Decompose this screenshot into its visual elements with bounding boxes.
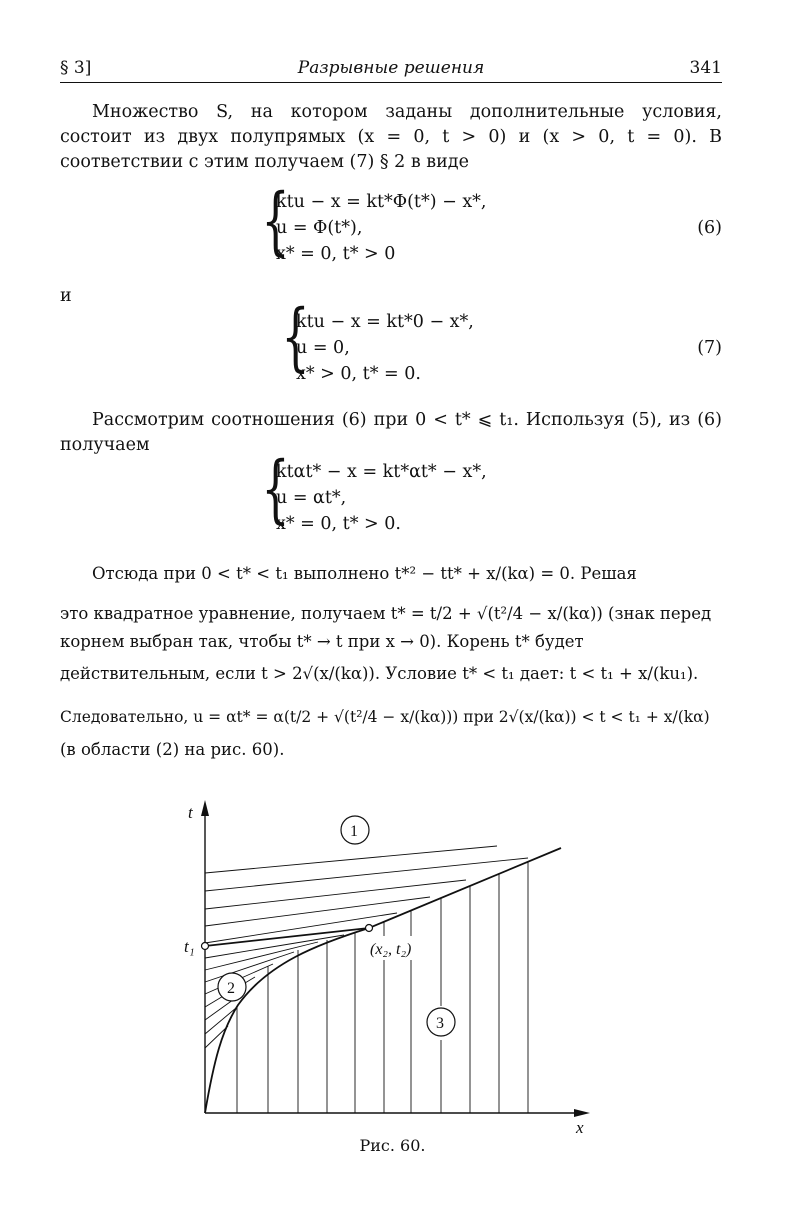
x-axis-arrow bbox=[574, 1109, 590, 1117]
equation-number-6: (6) bbox=[697, 218, 722, 238]
paragraph-3-line-5: Следовательно, u = αt* = α(t/2 + √(t²/4 − x/(kα))) при 2√(x/(kα)) < t < t₁ + x/(kα) bbox=[60, 708, 710, 726]
fan-line bbox=[205, 942, 318, 970]
sys6-line1: ktu − x = kt*Φ(t*) − x*, bbox=[276, 192, 487, 212]
point-x2-t2-marker bbox=[366, 925, 373, 932]
equation-number-7: (7) bbox=[697, 338, 722, 358]
region1-line bbox=[205, 858, 528, 891]
conjunction: и bbox=[60, 286, 72, 306]
page-number: 341 bbox=[689, 58, 722, 78]
region1-line bbox=[205, 897, 430, 926]
brace-8: { bbox=[261, 446, 290, 532]
x-axis-label: x bbox=[576, 1118, 584, 1137]
t1-marker bbox=[202, 943, 209, 950]
brace-7: { bbox=[281, 294, 310, 380]
sys7-line3: x* > 0, t* = 0. bbox=[296, 364, 421, 384]
fan-line bbox=[205, 1008, 236, 1034]
sys6-line3: x* = 0, t* > 0 bbox=[276, 244, 396, 264]
region1-line bbox=[205, 846, 497, 873]
paragraph-2: Рассмотрим соотношения (6) при 0 < t* ⩽ t₁. Используя (5), из (6) получаем bbox=[60, 410, 722, 455]
paragraph-3-line-2: это квадратное уравнение, получаем t* = t/2 + √(t²/4 − x/(kα)) (знак перед bbox=[60, 604, 712, 623]
figure-caption: Рис. 60. bbox=[359, 1136, 426, 1155]
brace-6: { bbox=[261, 178, 290, 264]
running-title: Разрывные решения bbox=[297, 58, 485, 78]
sys7-line1: ktu − x = kt*0 − x*, bbox=[296, 312, 474, 332]
sys7-line2: u = 0, bbox=[296, 338, 350, 358]
paragraph-3-line-3: корнем выбран так, чтобы t* → t при x → 0). Корень t* будет bbox=[60, 632, 584, 651]
region-2-label: 2 bbox=[227, 980, 235, 997]
boundary-curve bbox=[205, 928, 369, 1113]
region-3-label: 3 bbox=[436, 1015, 444, 1032]
point-x2-t2-label: (x₂, t₂) bbox=[370, 941, 412, 958]
paragraph-3-line-4: действительным, если t > 2√(x/(kα)). Условие t* < t₁ дает: t < t₁ + x/(ku₁). bbox=[60, 664, 699, 683]
sys6-line2: u = Φ(t*), bbox=[276, 218, 363, 238]
sys8-line3: x* = 0, t* > 0. bbox=[276, 514, 401, 534]
region-1-label: 1 bbox=[350, 823, 358, 840]
paragraph-3-line-6: (в области (2) на рис. 60). bbox=[60, 740, 285, 759]
t-axis-label: t bbox=[188, 803, 193, 822]
paragraph-3-line-1: Отсюда при 0 < t* < t₁ выполнено t*² − tt* + x/(kα) = 0. Решая bbox=[92, 564, 637, 583]
paragraph-1: Множество S, на котором заданы дополнительные условия, состоит из двух полупрямых (x = 0, t > 0) и (x > 0, t = 0). В соответствии с этим получаем (7) § 2 в виде bbox=[60, 102, 722, 172]
sys8-line1: ktαt* − x = kt*αt* − x*, bbox=[276, 462, 487, 482]
fan-line bbox=[205, 1026, 228, 1048]
t1-label: t₁ bbox=[184, 937, 195, 956]
t-axis-arrow bbox=[201, 800, 209, 816]
section-number: § 3] bbox=[60, 58, 92, 78]
sys8-line2: u = αt*, bbox=[276, 488, 347, 508]
